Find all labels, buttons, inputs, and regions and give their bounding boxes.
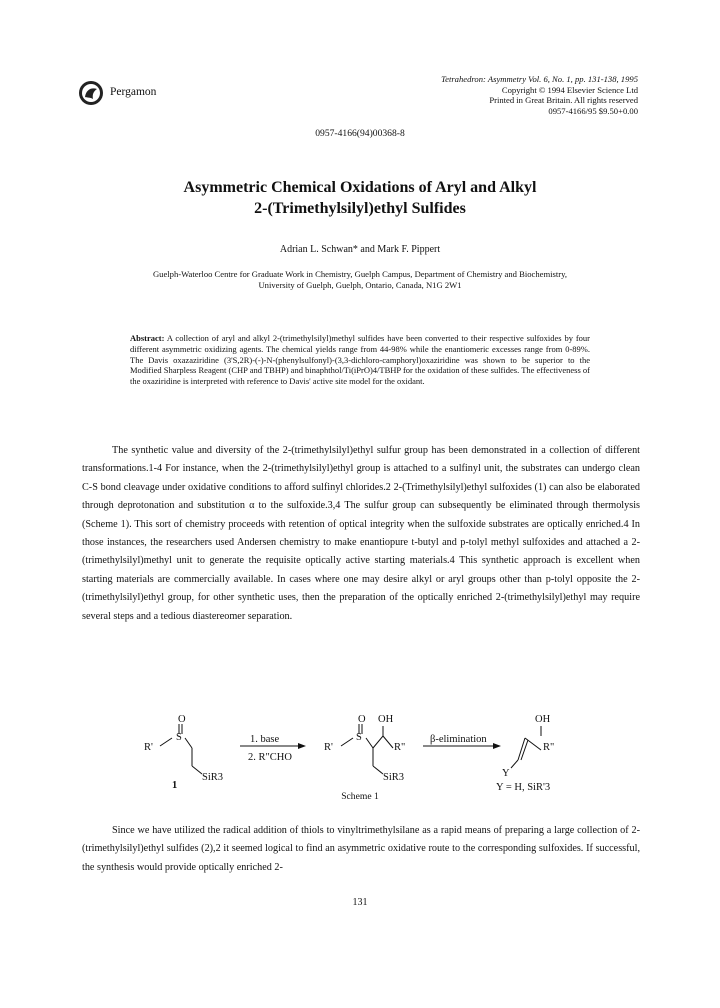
authors: Adrian L. Schwan* and Mark F. Pippert bbox=[279, 244, 441, 255]
body-paragraph-1: The synthetic value and diversity of the 2-(trimethylsilyl)ethyl sulfur group has been demonstrated in a collection of different transformations.1-4 For instance, when the 2-(trimethylsilyl)ethyl group is attached to a sulfinyl unit, the substrates can undergo clean C-S bond cleavage under oxidative conditions to afford sulfinyl chlorides.2 2-(Trimethylsilyl)ethyl sulfoxides (1) can also be elaborated through deprotonation and substitution α to the sulfoxide.3,4 The sulfur group can subsequently be eliminated through thermolysis (Scheme 1). This sort of chemistry proceeds with retention of optical integrity when the sulfoxide substrates are optically enriched.4 In those instances, the researchers used Andersen chemistry to make enantiopure t-butyl and p-tolyl methyl sulfoxides and attached a 2-(trimethylsilyl)methyl unit to generate the requisite optically active starting materials.4 This synthetic approach is excellent when starting materials are commercially available. In cases where one may desire alkyl or aryl groups other than p-tolyl opposite the 2-(trimethylsilyl)ethyl group, for other synthetic uses, then the preparation of the optically enriched 2-(trimethylsilyl)ethyl may require several steps and a tedious diastereomer separation. bbox=[82, 445, 640, 622]
printed-line: Printed in Great Britain. All rights reserved bbox=[489, 95, 638, 106]
scheme-y-3: Y bbox=[502, 768, 510, 779]
scheme-sir3-1: SiR3 bbox=[202, 772, 224, 783]
publisher-name: Pergamon bbox=[110, 86, 157, 98]
body-paragraph-2: Since we have utilized the radical addition of thiols to vinyltrimethylsilane as a rapid means of preparing a large collection of 2-(trimethylsilyl)ethyl sulfides (2),2 it seemed logical to find an asymmetric oxidative route to the corresponding sulfoxides. If successful, the synthesis would provide optically enriched 2- bbox=[82, 825, 640, 873]
scheme-product-note: Y = H, SiR'3 bbox=[496, 782, 551, 793]
scheme-r-dprime-2: R" bbox=[394, 742, 406, 753]
scheme-oh-3: OH bbox=[535, 714, 551, 725]
affiliation bbox=[90, 269, 630, 291]
page-number: 131 bbox=[352, 897, 368, 908]
scheme-compound-number: 1 bbox=[172, 780, 178, 791]
scheme-r-prime-2: R' bbox=[324, 742, 333, 753]
scheme-atom-s-1: S bbox=[176, 732, 182, 743]
copyright-line: Copyright © 1994 Elsevier Science Ltd bbox=[501, 84, 638, 95]
doi-code: 0957-4166(94)00368-8 bbox=[315, 128, 405, 139]
scheme-atom-o-1: O bbox=[178, 714, 186, 725]
title-line-1: Asymmetric Chemical Oxidations of Aryl and Alkyl bbox=[183, 179, 537, 196]
scheme-caption: Scheme 1 bbox=[341, 791, 379, 802]
abstract-label: Abstract: bbox=[130, 333, 165, 343]
pergamon-logo-icon bbox=[78, 80, 104, 106]
title-line-2: 2-(Trimethylsilyl)ethyl Sulfides bbox=[254, 200, 466, 217]
affiliation-line-2: University of Guelph, Guelph, Ontario, Canada, N1G 2W1 bbox=[258, 280, 462, 290]
abstract-text: A collection of aryl and alkyl 2-(trimethylsilyl)methyl sulfides have been converted to their respective sulfoxides by four different asymmetric oxidizing agents. The chemical yields range from 44-98% while the enantiomeric excesses range from 0-89%. The Davis oxazaziridine (3'S,2R)-(-)-N-(phenylsulfonyl)-(3,3-dichloro-camphoryl)oxaziridine was shown to be superior to the Modified Sharpless Reagent (CHP and TBHP) and binaphthol/Ti(iPrO)4/TBHP for the oxidation of these sulfides. The effectiveness of the oxaziridine is interpreted with reference to Davis' active site model for the oxidant. bbox=[130, 333, 591, 387]
scheme-r-dprime-3: R" bbox=[543, 742, 555, 753]
paper-title bbox=[60, 177, 660, 219]
scheme-atom-s-2: S bbox=[356, 732, 362, 743]
abstract bbox=[130, 333, 590, 387]
scheme-1-diagram bbox=[130, 714, 600, 802]
scheme-sir3-2: SiR3 bbox=[383, 772, 405, 783]
affiliation-line-1: Guelph-Waterloo Centre for Graduate Work in Chemistry, Guelph Campus, Department of Chemistry and Biochemistry, bbox=[152, 269, 568, 279]
journal-info bbox=[441, 74, 638, 116]
scheme-step-3: β-elimination bbox=[430, 734, 487, 745]
scheme-step-1: 1. base bbox=[250, 734, 280, 745]
price-code: 0957-4166/95 $9.50+0.00 bbox=[548, 105, 638, 116]
scheme-oh-2: OH bbox=[378, 714, 394, 725]
scheme-step-2: 2. R"CHO bbox=[248, 752, 292, 763]
journal-citation: Tetrahedron: Asymmetry Vol. 6, No. 1, pp. 131-138, 1995 bbox=[441, 74, 638, 84]
scheme-r-prime-1: R' bbox=[144, 742, 153, 753]
scheme-atom-o-2: O bbox=[358, 714, 366, 725]
